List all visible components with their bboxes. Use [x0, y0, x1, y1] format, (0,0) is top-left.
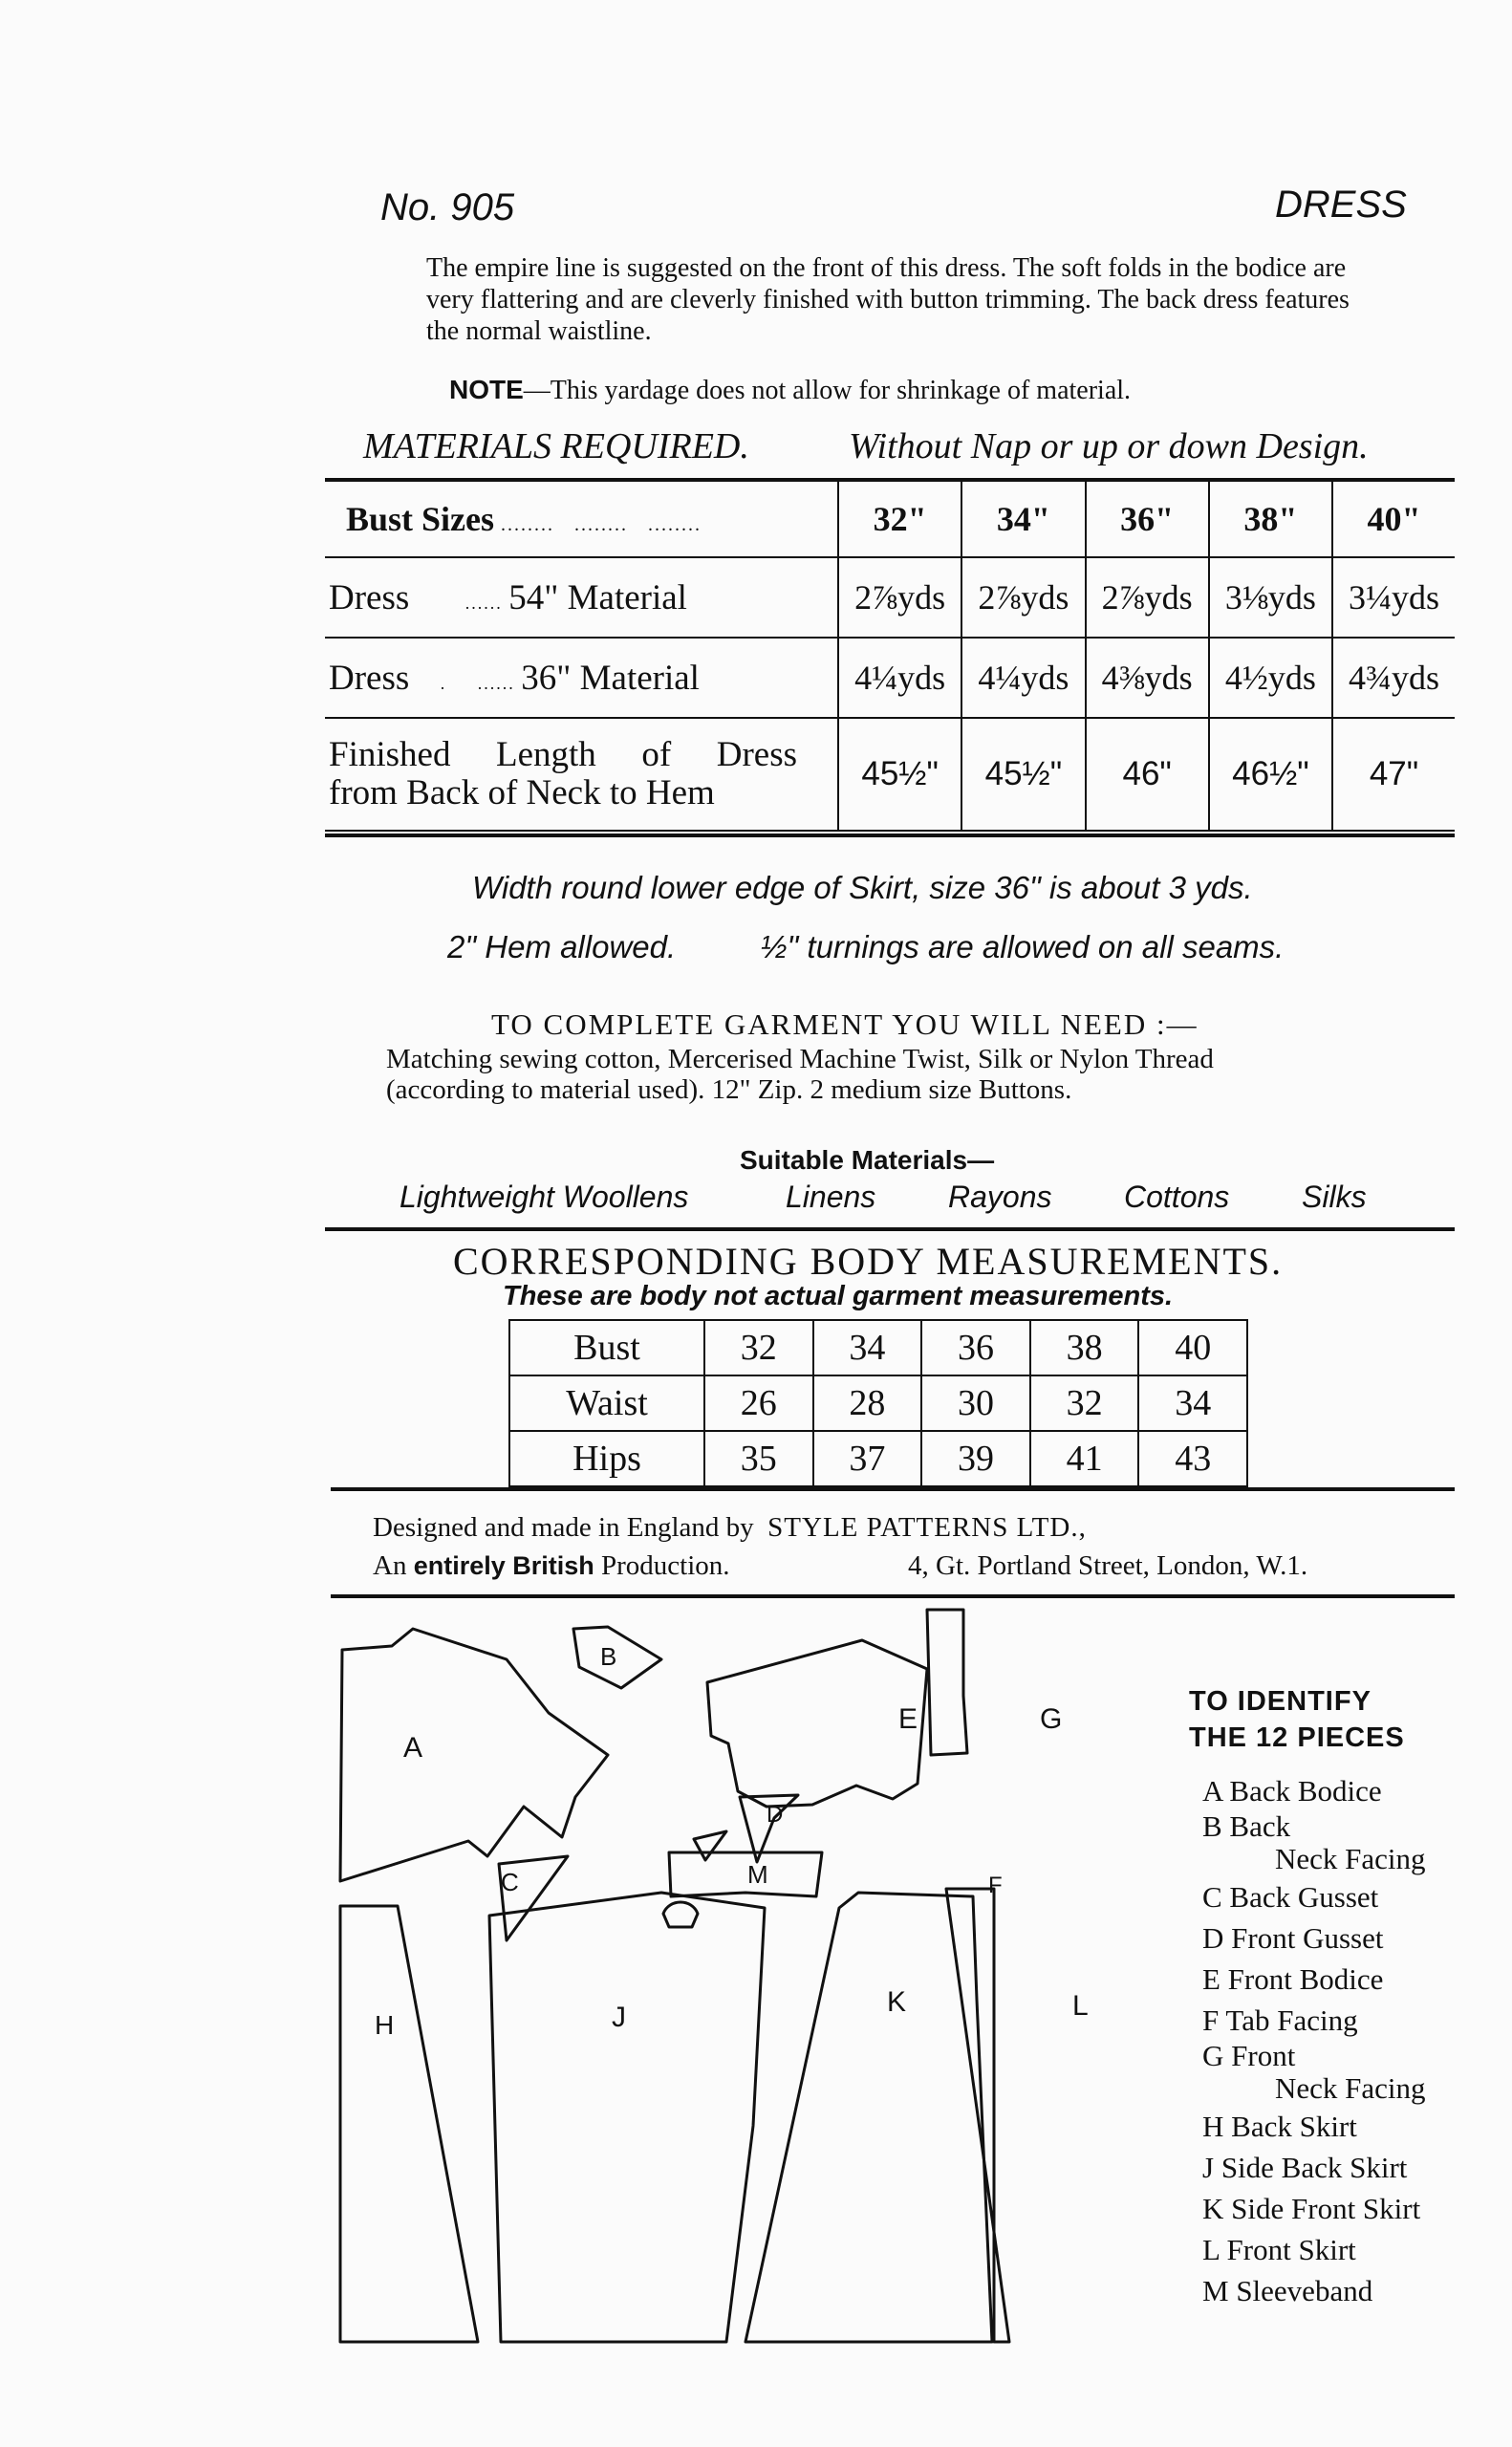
piece-item: F Tab Facing — [1202, 2003, 1358, 2037]
note-text: —This yardage does not allow for shrinkage of material. — [523, 376, 1132, 405]
maker-text: Designed and made in England by — [373, 1512, 754, 1543]
complete-line-1: Matching sewing cotton, Mercerised Machine Twist, Silk or Nylon Thread — [386, 1044, 1214, 1074]
body-heading: CORRESPONDING BODY MEASUREMENTS. — [453, 1240, 1284, 1283]
suitable-rule — [325, 1227, 1455, 1231]
diagram-letter-h: H — [375, 2010, 395, 2040]
piece-item: J Side Back Skirt — [1202, 2151, 1408, 2184]
value-cell: 2⅞yds — [961, 557, 1085, 638]
measure-label: Waist — [509, 1375, 704, 1431]
piece-h-outline — [340, 1906, 478, 2342]
diagram-letter-l: L — [1072, 1990, 1089, 2022]
maker-rule — [331, 1594, 1455, 1598]
fabric-linens: Linens — [786, 1180, 876, 1214]
piece-j-outline — [489, 1893, 765, 2342]
length-cell: 46½" — [1209, 718, 1332, 831]
description: The empire line is suggested on the front of this dress. The soft folds in the bodice are very flattering and are cleverly finished with button trimming. The back dress features the normal waistline. — [426, 253, 1350, 346]
diagram-letter-k: K — [887, 1986, 907, 2018]
pattern-number: No. 905 — [380, 186, 515, 228]
note-label: NOTE — [449, 375, 524, 404]
maker-address: 4, Gt. Portland Street, London, W.1. — [908, 1550, 1308, 1581]
bust-sizes-label: Bust Sizes ........ ........ ........ — [325, 481, 838, 557]
turnings-note: ½" turnings are allowed on all seams. — [761, 929, 1285, 964]
materials-table — [325, 480, 1455, 832]
piece-a-outline — [340, 1629, 608, 1881]
diagram-letter-m: M — [747, 1860, 768, 1889]
body-row-hips — [509, 1431, 1247, 1486]
materials-heading-nap: Without Nap or up or down Design. — [849, 426, 1369, 466]
measure-label: Bust — [509, 1320, 704, 1375]
maker-an: An — [373, 1550, 407, 1581]
diagram-letter-d: D — [767, 1802, 784, 1828]
size-40: 40" — [1332, 481, 1455, 557]
piece-item: E Front Bodice — [1202, 1962, 1384, 1996]
note — [449, 375, 1131, 406]
measure-cell: 43 — [1138, 1431, 1247, 1486]
piece-e-outline — [707, 1640, 927, 1807]
value-cell: 3⅛yds — [1209, 557, 1332, 638]
piece-l-outline — [946, 1889, 1009, 2342]
piece-f-outline — [663, 1902, 698, 1927]
piece-item: M Sleeveband — [1202, 2274, 1373, 2307]
body-row-bust — [509, 1320, 1247, 1375]
row-material: 54" Material — [508, 577, 687, 617]
measure-label: Hips — [509, 1431, 704, 1486]
maker-line-2 — [373, 1550, 730, 1582]
piece-g-outline — [927, 1610, 967, 1755]
length-cell: 45½" — [838, 718, 961, 831]
diagram-letter-g: G — [1040, 1703, 1063, 1735]
value-cell: 4⅜yds — [1086, 638, 1209, 718]
size-38: 38" — [1209, 481, 1332, 557]
measure-cell: 39 — [921, 1431, 1030, 1486]
piece-item: B Back — [1202, 1809, 1291, 1843]
piece-m-outline — [669, 1852, 822, 1896]
suitable-heading: Suitable Materials— — [740, 1145, 995, 1175]
length-cell: 45½" — [961, 718, 1085, 831]
diagram-letter-a: A — [403, 1732, 423, 1764]
length-label-2: from Back of Neck to Hem — [329, 773, 715, 812]
length-cell: 47" — [1332, 718, 1455, 831]
body-subheading: These are body not actual garment measurements. — [503, 1281, 1174, 1311]
row-material: 36" Material — [521, 658, 700, 698]
garment-title: DRESS — [1275, 184, 1407, 226]
maker-production: Production. — [601, 1550, 730, 1581]
piece-item: G Front — [1202, 2039, 1296, 2072]
measure-cell: 26 — [704, 1375, 813, 1431]
material-row-36: Dress . ...... 36" Material 4¼yds 4¼yds 4⅜yds 4½yds 4¾yds — [325, 638, 1455, 718]
size-36: 36" — [1086, 481, 1209, 557]
complete-heading: TO COMPLETE GARMENT YOU WILL NEED :— — [491, 1007, 1199, 1041]
fabric-silks: Silks — [1302, 1180, 1367, 1214]
hem-allowed: 2" Hem allowed. — [447, 929, 677, 964]
value-cell: 4¾yds — [1332, 638, 1455, 718]
maker-company: STYLE PATTERNS LTD., — [767, 1512, 1087, 1543]
measure-cell: 34 — [1138, 1375, 1247, 1431]
piece-item: Neck Facing — [1275, 1842, 1426, 1875]
measure-cell: 32 — [1030, 1375, 1139, 1431]
measure-cell: 36 — [921, 1320, 1030, 1375]
value-cell: 3¼yds — [1332, 557, 1455, 638]
pieces-heading-2: THE 12 PIECES — [1189, 1722, 1405, 1753]
diagram-letter-e: E — [898, 1703, 918, 1735]
pieces-list — [1202, 1770, 1426, 2311]
measure-cell: 37 — [813, 1431, 922, 1486]
diagram-letter-b: B — [600, 1642, 617, 1671]
size-32: 32" — [838, 481, 961, 557]
piece-item: C Back Gusset — [1202, 1880, 1379, 1914]
material-row-54: Dress ...... 54" Material 2⅞yds 2⅞yds 2⅞yds 3⅛yds 3¼yds — [325, 557, 1455, 638]
complete-line-2: (according to material used). 12" Zip. 2 medium size Buttons. — [386, 1074, 1072, 1105]
pieces-heading-1: TO IDENTIFY — [1189, 1686, 1372, 1717]
length-label-1: Finished Length of Dress — [329, 735, 797, 774]
piece-item: A Back Bodice — [1202, 1774, 1382, 1808]
materials-heading: MATERIALS REQUIRED. — [363, 426, 749, 466]
measure-cell: 38 — [1030, 1320, 1139, 1375]
value-cell: 2⅞yds — [1086, 557, 1209, 638]
piece-item: H Back Skirt — [1202, 2110, 1357, 2143]
row-label: Dress — [329, 577, 410, 617]
fabric-rayons: Rayons — [948, 1180, 1052, 1214]
value-cell: 4¼yds — [838, 638, 961, 718]
value-cell: 2⅞yds — [838, 557, 961, 638]
measure-cell: 28 — [813, 1375, 922, 1431]
measure-cell: 35 — [704, 1431, 813, 1486]
value-cell: 4½yds — [1209, 638, 1332, 718]
finished-length-row — [325, 718, 1455, 831]
body-row-waist — [509, 1375, 1247, 1431]
fabric-cottons: Cottons — [1124, 1180, 1230, 1214]
piece-item: K Side Front Skirt — [1202, 2192, 1421, 2225]
piece-item: Neck Facing — [1275, 2071, 1426, 2105]
measure-cell: 30 — [921, 1375, 1030, 1431]
measure-cell: 40 — [1138, 1320, 1247, 1375]
value-cell: 4¼yds — [961, 638, 1085, 718]
piece-b-outline — [573, 1627, 661, 1688]
size-34: 34" — [961, 481, 1085, 557]
piece-item: D Front Gusset — [1202, 1921, 1384, 1955]
row-label: Dress — [329, 658, 410, 698]
measure-cell: 34 — [813, 1320, 922, 1375]
piece-item: L Front Skirt — [1202, 2233, 1356, 2266]
body-table — [508, 1319, 1248, 1487]
maker-british: entirely British — [413, 1551, 594, 1580]
diagram-letter-c: C — [501, 1868, 519, 1896]
diagram-letter-j: J — [612, 2002, 626, 2033]
pattern-diagram — [325, 1606, 1166, 2351]
diagram-letter-f: F — [988, 1873, 1003, 1898]
width-note: Width round lower edge of Skirt, size 36" is about 3 yds. — [472, 870, 1253, 905]
length-cell: 46" — [1086, 718, 1209, 831]
materials-bottom-rule — [325, 834, 1455, 837]
measure-cell: 41 — [1030, 1431, 1139, 1486]
measure-cell: 32 — [704, 1320, 813, 1375]
maker-line-1 — [373, 1512, 1087, 1544]
fabric-woollens: Lightweight Woollens — [400, 1180, 689, 1214]
body-rule — [331, 1487, 1455, 1491]
